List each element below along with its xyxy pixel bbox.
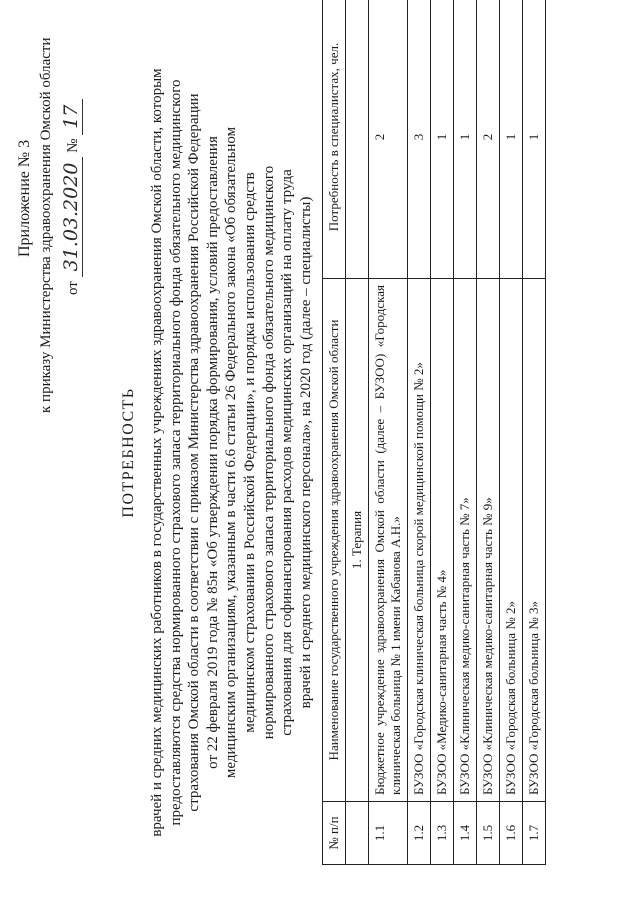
intro-line: медицинским организациям, указанным в части 6.6 статьи 26 Федерального закона «Об обязательном (223, 126, 240, 779)
row-num: 1.5 (477, 802, 500, 865)
intro-line: от 22 февраля 2019 года № 85н «Об утверждении порядка формирования, условий предоставления (204, 136, 221, 769)
row-institution: БУЗОО «Клиническая медико-санитарная часть № 9» (477, 279, 500, 802)
document-intro (148, 40, 315, 865)
table-row (454, 0, 477, 865)
table-row (523, 0, 546, 865)
row-need: 1 (523, 0, 546, 279)
intro-line: нормированного страхового запаса территориального фонда обязательного медицинского (260, 165, 277, 740)
row-need: 1 (454, 0, 477, 279)
table-row (500, 0, 523, 865)
header-need: Потребность в специалистах, чел. (323, 0, 346, 279)
row-need: 2 (369, 0, 408, 279)
row-institution: БУЗОО «Медико-санитарная часть № 4» (431, 279, 454, 802)
table-row (477, 0, 500, 865)
table-row (369, 0, 408, 865)
document-title: ПОТРЕБНОСТЬ (120, 387, 137, 518)
appendix-label: Приложение № 3 (16, 139, 33, 257)
order-reference: к приказу Министерства здравоохранения Омской области (38, 37, 54, 413)
section-row (346, 0, 369, 865)
header-name: Наименование государственного учреждения здравоохранения Омской области (323, 279, 346, 802)
row-num: 1.2 (408, 802, 431, 865)
order-date: 31.03.2020 (60, 157, 83, 278)
row-num: 1.4 (454, 802, 477, 865)
table-row (431, 0, 454, 865)
table-header-row (323, 0, 346, 865)
header-num: № п/п (323, 802, 346, 865)
row-num: 1.7 (523, 802, 546, 865)
row-institution: БУЗОО «Клиническая медико-санитарная часть № 7» (454, 279, 477, 802)
order-number: 17 (60, 99, 83, 135)
section-label: 1. Терапия (346, 279, 369, 802)
intro-line: врачей и средних медицинских работников в государственных учреждениях здравоохранения Омской области, которым (149, 68, 165, 837)
intro-line: страхования Омской области в соответствии с приказом Министерства здравоохранения Российской Федерации (186, 93, 203, 812)
intro-line: медицинском страховании в Российской Федерации», и порядка использования средств (241, 172, 258, 733)
row-num: 1.1 (369, 802, 408, 865)
row-need: 2 (477, 0, 500, 279)
row-num: 1.3 (431, 802, 454, 865)
row-institution: БУЗОО «Городская клиническая больница скорой медицинской помощи № 2» (408, 279, 431, 802)
table-row (408, 0, 431, 865)
row-need: 1 (500, 0, 523, 279)
row-need: 3 (408, 0, 431, 279)
intro-line: предоставляются средства нормированного страхового запаса территориального фонда обязательного медицинского (167, 79, 184, 826)
intro-line: врачей и среднего медицинского персонала», на 2020 год (далее – специалисты) (297, 196, 314, 709)
row-institution: БУЗОО «Городская больница № 2» (500, 279, 523, 802)
row-institution: Бюджетное учреждение здравоохранения Омской области (далее – БУЗОО) «Городская клиническая больница № 1 имени Кабанова А.Н.» (369, 279, 408, 802)
intro-line: страхования для софинансирования расходов медицинских организаций на оплату труда (279, 169, 296, 736)
number-prefix: № (65, 138, 81, 153)
row-num: 1.6 (500, 802, 523, 865)
date-prefix: от (65, 281, 81, 295)
order-date-line (60, 99, 83, 295)
row-institution: БУЗОО «Городская больница № 3» (523, 279, 546, 802)
row-need: 1 (431, 0, 454, 279)
needs-table (322, 0, 546, 865)
